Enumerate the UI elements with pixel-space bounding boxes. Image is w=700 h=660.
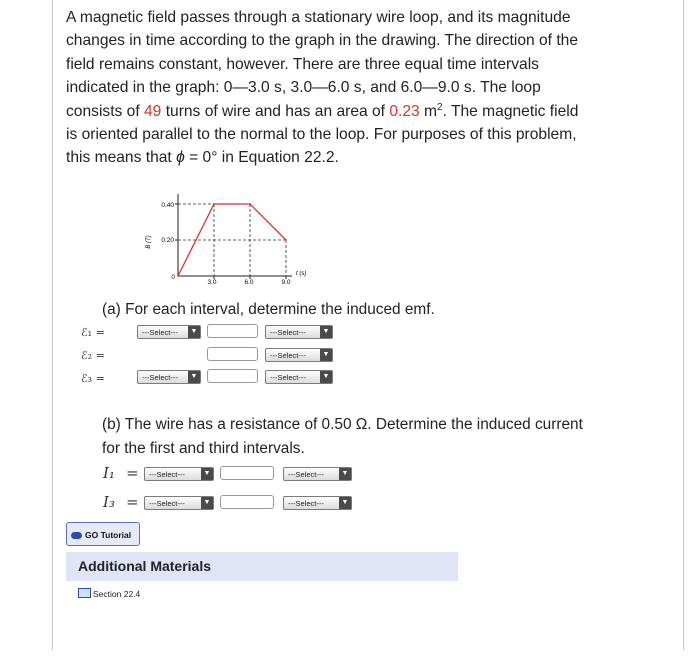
- y-axis-label: B (T): [146, 235, 152, 249]
- problem-line-5: [66, 100, 676, 123]
- dropdown-arrow-icon: ▼: [188, 371, 200, 383]
- part-b-prompt-line-2: for the first and third intervals.: [102, 440, 305, 457]
- dropdown-arrow-icon: ▼: [339, 468, 351, 480]
- dropdown-arrow-icon: ▼: [201, 497, 213, 509]
- select-value: ---Select---: [270, 351, 306, 360]
- dropdown-arrow-icon: ▼: [320, 349, 332, 361]
- select-value: ---Select---: [288, 499, 324, 508]
- problem-line-1: A magnetic field passes through a stationary wire loop, and its magnitude: [66, 9, 571, 26]
- emf2-value-input[interactable]: [207, 347, 258, 361]
- emf1-value-input[interactable]: [207, 324, 258, 338]
- dropdown-arrow-icon: ▼: [201, 468, 213, 480]
- origin-label: 0: [171, 274, 175, 281]
- text: consists of: [66, 102, 144, 120]
- text: = 0° in Equation 22.2.: [184, 149, 339, 167]
- x-tick-label-3: 3.0: [207, 279, 217, 286]
- y-tick-label-020: 0.20: [161, 237, 174, 244]
- current1-value-input[interactable]: [220, 466, 274, 480]
- select-value: ---Select---: [149, 499, 185, 508]
- dropdown-arrow-icon: ▼: [320, 326, 332, 338]
- current1-sign-select[interactable]: [144, 467, 214, 481]
- select-value: ---Select---: [149, 470, 185, 479]
- b-field-point: [213, 203, 215, 205]
- book-icon: [78, 588, 91, 598]
- select-value: ---Select---: [288, 470, 324, 479]
- problem-line-2: changes in time according to the graph in the drawing. The direction of the: [66, 32, 579, 50]
- part-b-prompt-line-1: (b) The wire has a resistance of 0.50 Ω. Determine the induced current: [102, 416, 583, 433]
- go-tutorial-button[interactable]: [66, 522, 140, 546]
- current3-equals: =: [126, 493, 139, 511]
- area-unit: m: [419, 102, 438, 120]
- emf1-sign-select[interactable]: [137, 325, 201, 339]
- select-value: ---Select---: [270, 328, 306, 337]
- dropdown-arrow-icon: ▼: [339, 497, 351, 509]
- x-tick-label-6: 6.0: [244, 279, 254, 286]
- area-value: 0.23: [389, 102, 420, 120]
- problem-line-3: field remains constant, however. There are three equal time intervals: [66, 55, 539, 73]
- emf2-unit-select[interactable]: [265, 348, 333, 362]
- text: this means that: [66, 149, 177, 167]
- go-tutorial-label: GO Tutorial: [85, 530, 132, 540]
- text: turns of wire and has an area of: [161, 102, 390, 120]
- emf3-value-input[interactable]: [207, 369, 258, 383]
- emf3-sign-select[interactable]: [137, 370, 201, 384]
- b-field-point: [285, 239, 287, 241]
- area-exponent: 2: [437, 101, 443, 113]
- x-tick-label-9: 9.0: [281, 279, 291, 286]
- current1-equals: =: [126, 464, 139, 482]
- graph-marks: [175, 203, 287, 279]
- emf1-unit-select[interactable]: [265, 325, 333, 339]
- emf2-symbol: ℰ₂ =: [81, 349, 105, 362]
- problem-line-7: [66, 146, 676, 169]
- dropdown-arrow-icon: ▼: [320, 371, 332, 383]
- current3-unit-select[interactable]: [283, 496, 352, 510]
- select-value: ---Select---: [142, 328, 178, 337]
- current3-sign-select[interactable]: [144, 496, 214, 510]
- magnetic-field-graph: [140, 192, 310, 290]
- select-value: ---Select---: [270, 373, 306, 382]
- phi-symbol: ϕ: [176, 149, 185, 167]
- section-link[interactable]: [78, 588, 140, 599]
- problem-line-4: indicated in the graph: 0—3.0 s, 3.0—6.0 s, and 6.0—9.0 s. The loop: [66, 79, 541, 97]
- emf3-symbol: ℰ₃ =: [81, 372, 105, 385]
- x-axis-label: t (s): [296, 271, 307, 277]
- current1-unit-select[interactable]: [283, 467, 352, 481]
- additional-materials-header: Additional Materials: [66, 552, 458, 581]
- text: . The magnetic field: [442, 102, 579, 120]
- y-tick-label-040: 0.40: [161, 202, 174, 209]
- b-field-point: [177, 275, 179, 277]
- section-link-label: Section 22.4: [93, 589, 141, 599]
- tutorial-icon: [71, 532, 82, 539]
- problem-statement: [66, 6, 676, 170]
- emf3-unit-select[interactable]: [265, 370, 333, 384]
- current3-value-input[interactable]: [220, 495, 274, 509]
- current3-symbol: I₃: [103, 493, 115, 511]
- turns-value: 49: [144, 102, 162, 120]
- emf1-symbol: ℰ₁ =: [81, 326, 105, 339]
- dropdown-arrow-icon: ▼: [188, 326, 200, 338]
- part-a-prompt: (a) For each interval, determine the induced emf.: [102, 301, 435, 318]
- current1-symbol: I₁: [103, 464, 115, 482]
- b-field-point: [249, 203, 251, 205]
- problem-line-6: is oriented parallel to the normal to the loop. For purposes of this problem,: [66, 126, 577, 144]
- select-value: ---Select---: [142, 373, 178, 382]
